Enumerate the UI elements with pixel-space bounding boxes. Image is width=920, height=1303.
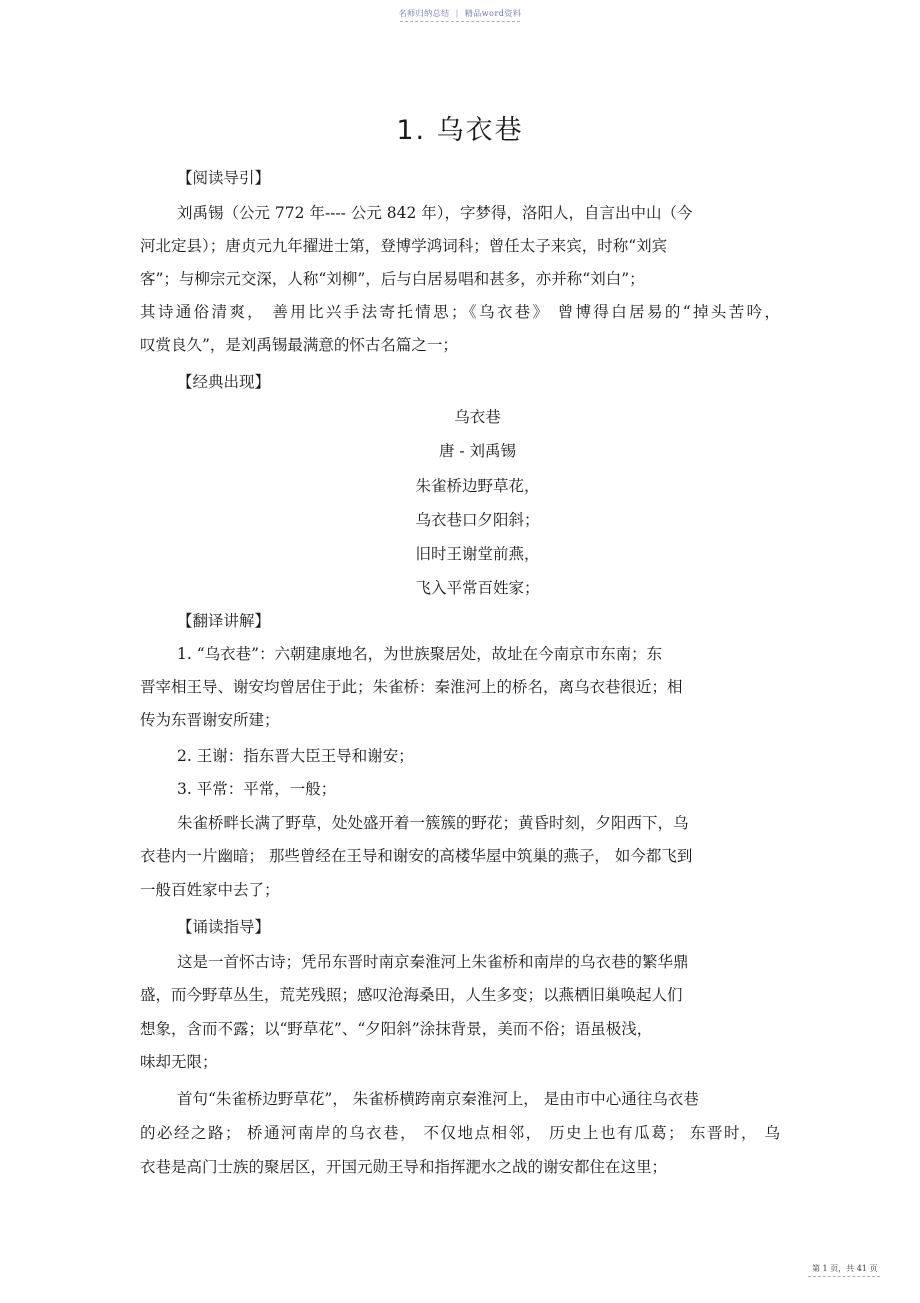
page-header: 名师归纳总结 | 精品word资料 xyxy=(398,9,522,18)
header-right-text: 精品word资料 xyxy=(464,9,522,18)
intro-line: 河北定县）；唐贞元九年擢进士第，登博学鸿词科；曾任太子来宾，时称“刘宾 xyxy=(140,237,668,255)
recitation-line: 味却无限； xyxy=(140,1053,218,1071)
section-heading-classic: 【经典出现】 xyxy=(177,373,271,391)
recitation-line: 盛，而今野草丛生，荒芜残照；感叹沧海桑田，人生多变；以燕栖旧巢唤起人们 xyxy=(140,986,683,1004)
intro-line: 刘禹锡（公元 772 年---- 公元 842 年），字梦得，洛阳人，自言出中山（今 xyxy=(177,204,693,222)
note-line: 3. 平常：平常，一般； xyxy=(177,780,337,798)
analysis-line: 衣巷是高门士族的聚居区，开国元勋王导和指挥淝水之战的谢安都住在这里； xyxy=(140,1158,668,1176)
note-line: 2. 王谢：指东晋大臣王导和谢安； xyxy=(177,747,414,765)
poem-title: 乌衣巷 xyxy=(454,408,501,426)
note-line: 晋宰相王导、谢安均曾居住于此；朱雀桥：秦淮河上的桥名，离乌衣巷很近；相 xyxy=(140,678,683,696)
translation-line: 朱雀桥畔长满了野草，处处盛开着一簇簇的野花；黄昏时刻，夕阳西下，乌 xyxy=(177,814,689,832)
page-number: 第 1 页，共 41 页 xyxy=(812,1264,878,1273)
intro-line: 其诗通俗清爽， 善用比兴手法寄托情思；《乌衣巷》 曾博得白居易的“掉头苦吟， xyxy=(140,303,780,321)
recitation-line: 想象，含而不露；以“野草花”、“夕阳斜”涂抹背景，美而不俗；语虽极浅， xyxy=(140,1020,653,1038)
poem-line: 旧时王谢堂前燕， xyxy=(415,545,540,563)
translation-line: 衣巷内一片幽暗； 那些曾经在王导和谢安的高楼华屋中筑巢的燕子， 如今都飞到 xyxy=(140,847,693,865)
header-left-text: 名师归纳总结 xyxy=(398,9,450,18)
intro-line: 叹赏良久”，是刘禹锡最满意的怀古名篇之一； xyxy=(140,336,458,354)
section-heading-translation: 【翻译讲解】 xyxy=(177,612,271,630)
section-heading-guide: 【阅读导引】 xyxy=(177,169,271,187)
poem-line: 朱雀桥边野草花， xyxy=(415,477,540,495)
header-rule xyxy=(400,21,520,22)
poem-author: 唐 - 刘禹锡 xyxy=(438,442,517,460)
analysis-line: 首句“朱雀桥边野草花”， 朱雀桥横跨南京秦淮河上， 是由市中心通往乌衣巷 xyxy=(177,1090,699,1108)
intro-line: 客”；与柳宗元交深，人称“刘柳”，后与白居易唱和甚多，亦并称“刘白”； xyxy=(140,270,645,288)
section-heading-recitation: 【诵读指导】 xyxy=(177,918,271,936)
note-line: 传为东晋谢安所建； xyxy=(140,711,280,729)
footer-rule xyxy=(808,1276,880,1277)
note-line: 1. “乌衣巷”：六朝建康地名，为世族聚居处，故址在今南京市东南；东 xyxy=(177,645,663,663)
translation-line: 一般百姓家中去了； xyxy=(140,881,280,899)
document-title: 1. 乌衣巷 xyxy=(396,115,524,146)
poem-line: 乌衣巷口夕阳斜； xyxy=(415,511,540,529)
poem-line: 飞入平常百姓家； xyxy=(415,579,540,597)
analysis-line: 的必经之路； 桥通河南岸的乌衣巷， 不仅地点相邻， 历史上也有瓜葛； 东晋时， 乌 xyxy=(140,1124,780,1142)
recitation-line: 这是一首怀古诗；凭吊东晋时南京秦淮河上朱雀桥和南岸的乌衣巷的繁华鼎 xyxy=(177,953,689,971)
